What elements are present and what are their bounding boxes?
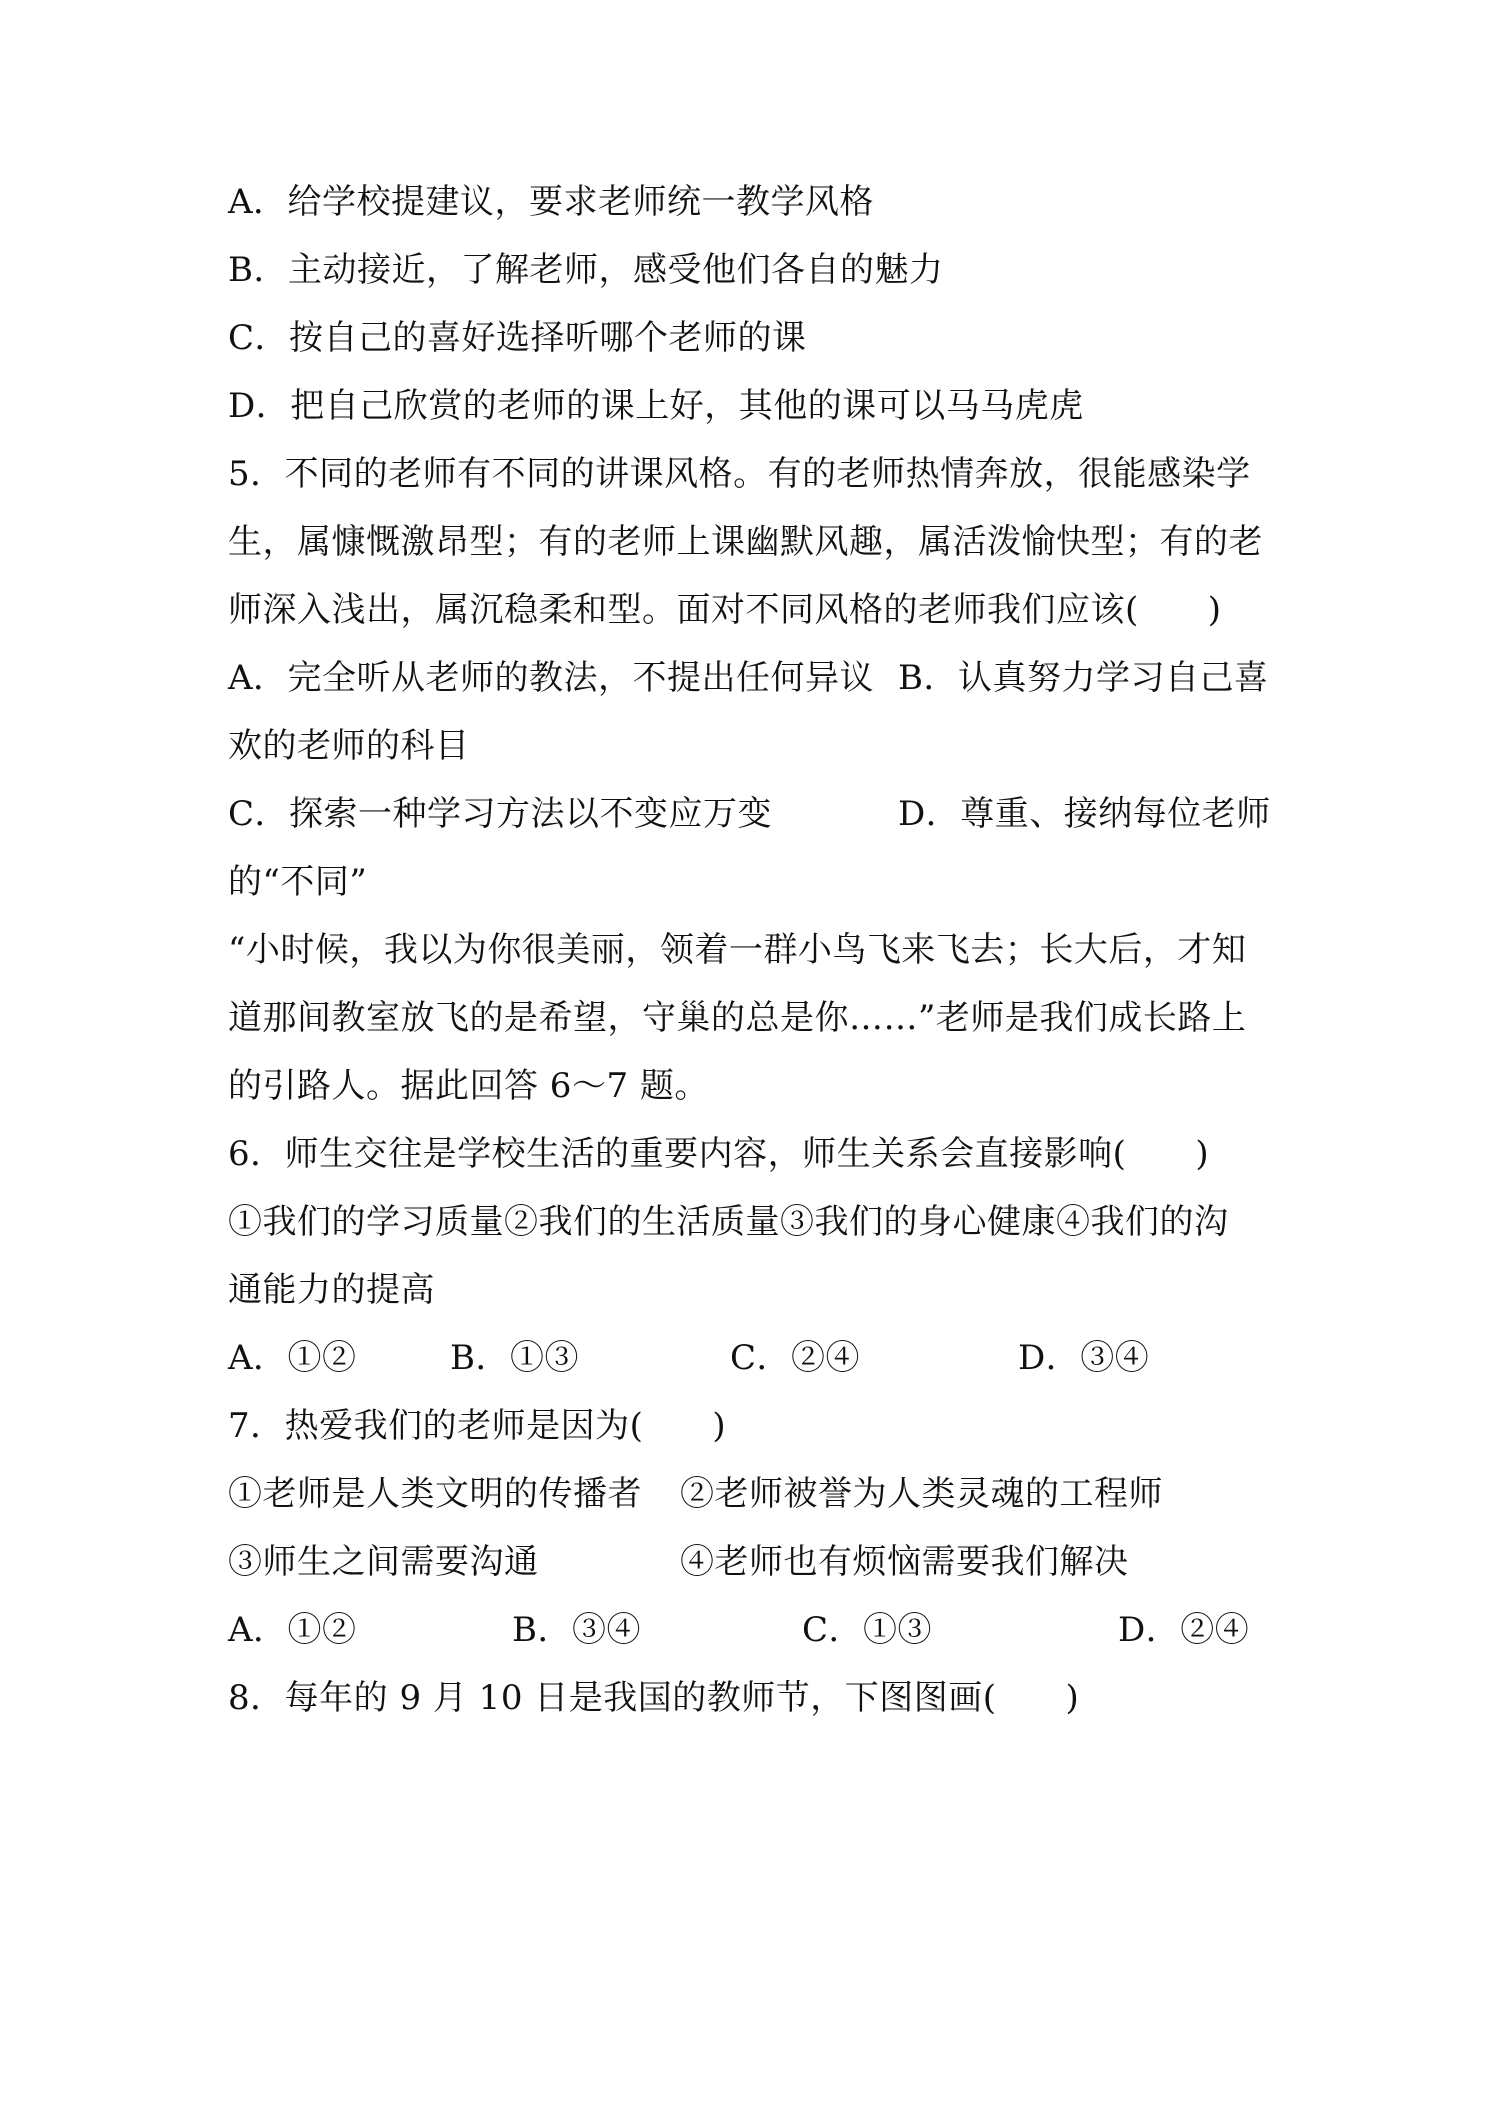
q7-item-3: ③师生之间需要沟通 [228,1542,539,1582]
q8-stem: 8．每年的 9 月 10 日是我国的教师节，下图图画( ) [228,1678,1080,1718]
q4-option-b: B．主动接近，了解老师，感受他们各自的魅力 [228,250,944,290]
q6-stem: 6．师生交往是学校生活的重要内容，师生关系会直接影响( ) [228,1134,1210,1174]
q6-items-line-2: 通能力的提高 [228,1270,435,1310]
q5-option-b: B．认真努力学习自己喜 [898,658,1269,698]
q6-option-d: D．③④ [1018,1338,1150,1378]
q4-option-a: A．给学校提建议，要求老师统一教学风格 [228,182,875,222]
passage-line-2: 道那间教室放飞的是希望，守巢的总是你……”老师是我们成长路上 [228,998,1247,1038]
q7-items-row-2 [228,1540,1268,1584]
q7-item-2: ②老师被誉为人类灵魂的工程师 [680,1474,1163,1514]
q7-option-c: C．①③ [802,1610,933,1650]
q5-stem-line-3: 师深入浅出，属沉稳柔和型。面对不同风格的老师我们应该( ) [228,590,1222,630]
q5-stem-line-2: 生，属慷慨激昂型；有的老师上课幽默风趣，属活泼愉快型；有的老 [228,522,1263,562]
q7-option-a: A．①② [228,1610,357,1650]
q5-option-c: C．探索一种学习方法以不变应万变 [228,794,773,834]
passage-line-3: 的引路人。据此回答 6～7 题。 [228,1066,709,1106]
q5-option-b-continued: 欢的老师的科目 [228,726,470,766]
q4-option-d: D．把自己欣赏的老师的课上好，其他的课可以马马虎虎 [228,386,1084,426]
q5-options-row-1 [228,656,1268,700]
q6-items-line-1: ①我们的学习质量②我们的生活质量③我们的身心健康④我们的沟 [228,1202,1229,1242]
q5-options-row-2 [228,792,1271,836]
q5-stem-line-1: 5．不同的老师有不同的讲课风格。有的老师热情奔放，很能感染学 [228,454,1251,494]
q6-option-c: C．②④ [730,1338,861,1378]
q7-item-4: ④老师也有烦恼需要我们解决 [680,1542,1129,1582]
q5-option-d: D．尊重、接纳每位老师 [898,794,1271,834]
q7-items-row-1 [228,1472,1268,1516]
q5-option-d-continued: 的“不同” [228,862,368,902]
q5-option-a: A．完全听从老师的教法，不提出任何异议 [228,658,875,698]
q6-option-b: B．①③ [450,1338,579,1378]
q7-options-row [228,1608,1268,1652]
q6-option-a: A．①② [228,1338,357,1378]
passage-line-1: “小时候，我以为你很美丽，领着一群小鸟飞来飞去；长大后，才知 [228,930,1247,970]
q7-stem: 7．热爱我们的老师是因为( ) [228,1406,727,1446]
q7-item-1: ①老师是人类文明的传播者 [228,1474,642,1514]
q6-options-row [228,1336,1268,1380]
q7-option-d: D．②④ [1118,1610,1250,1650]
q4-option-c: C．按自己的喜好选择听哪个老师的课 [228,318,807,358]
q7-option-b: B．③④ [512,1610,641,1650]
